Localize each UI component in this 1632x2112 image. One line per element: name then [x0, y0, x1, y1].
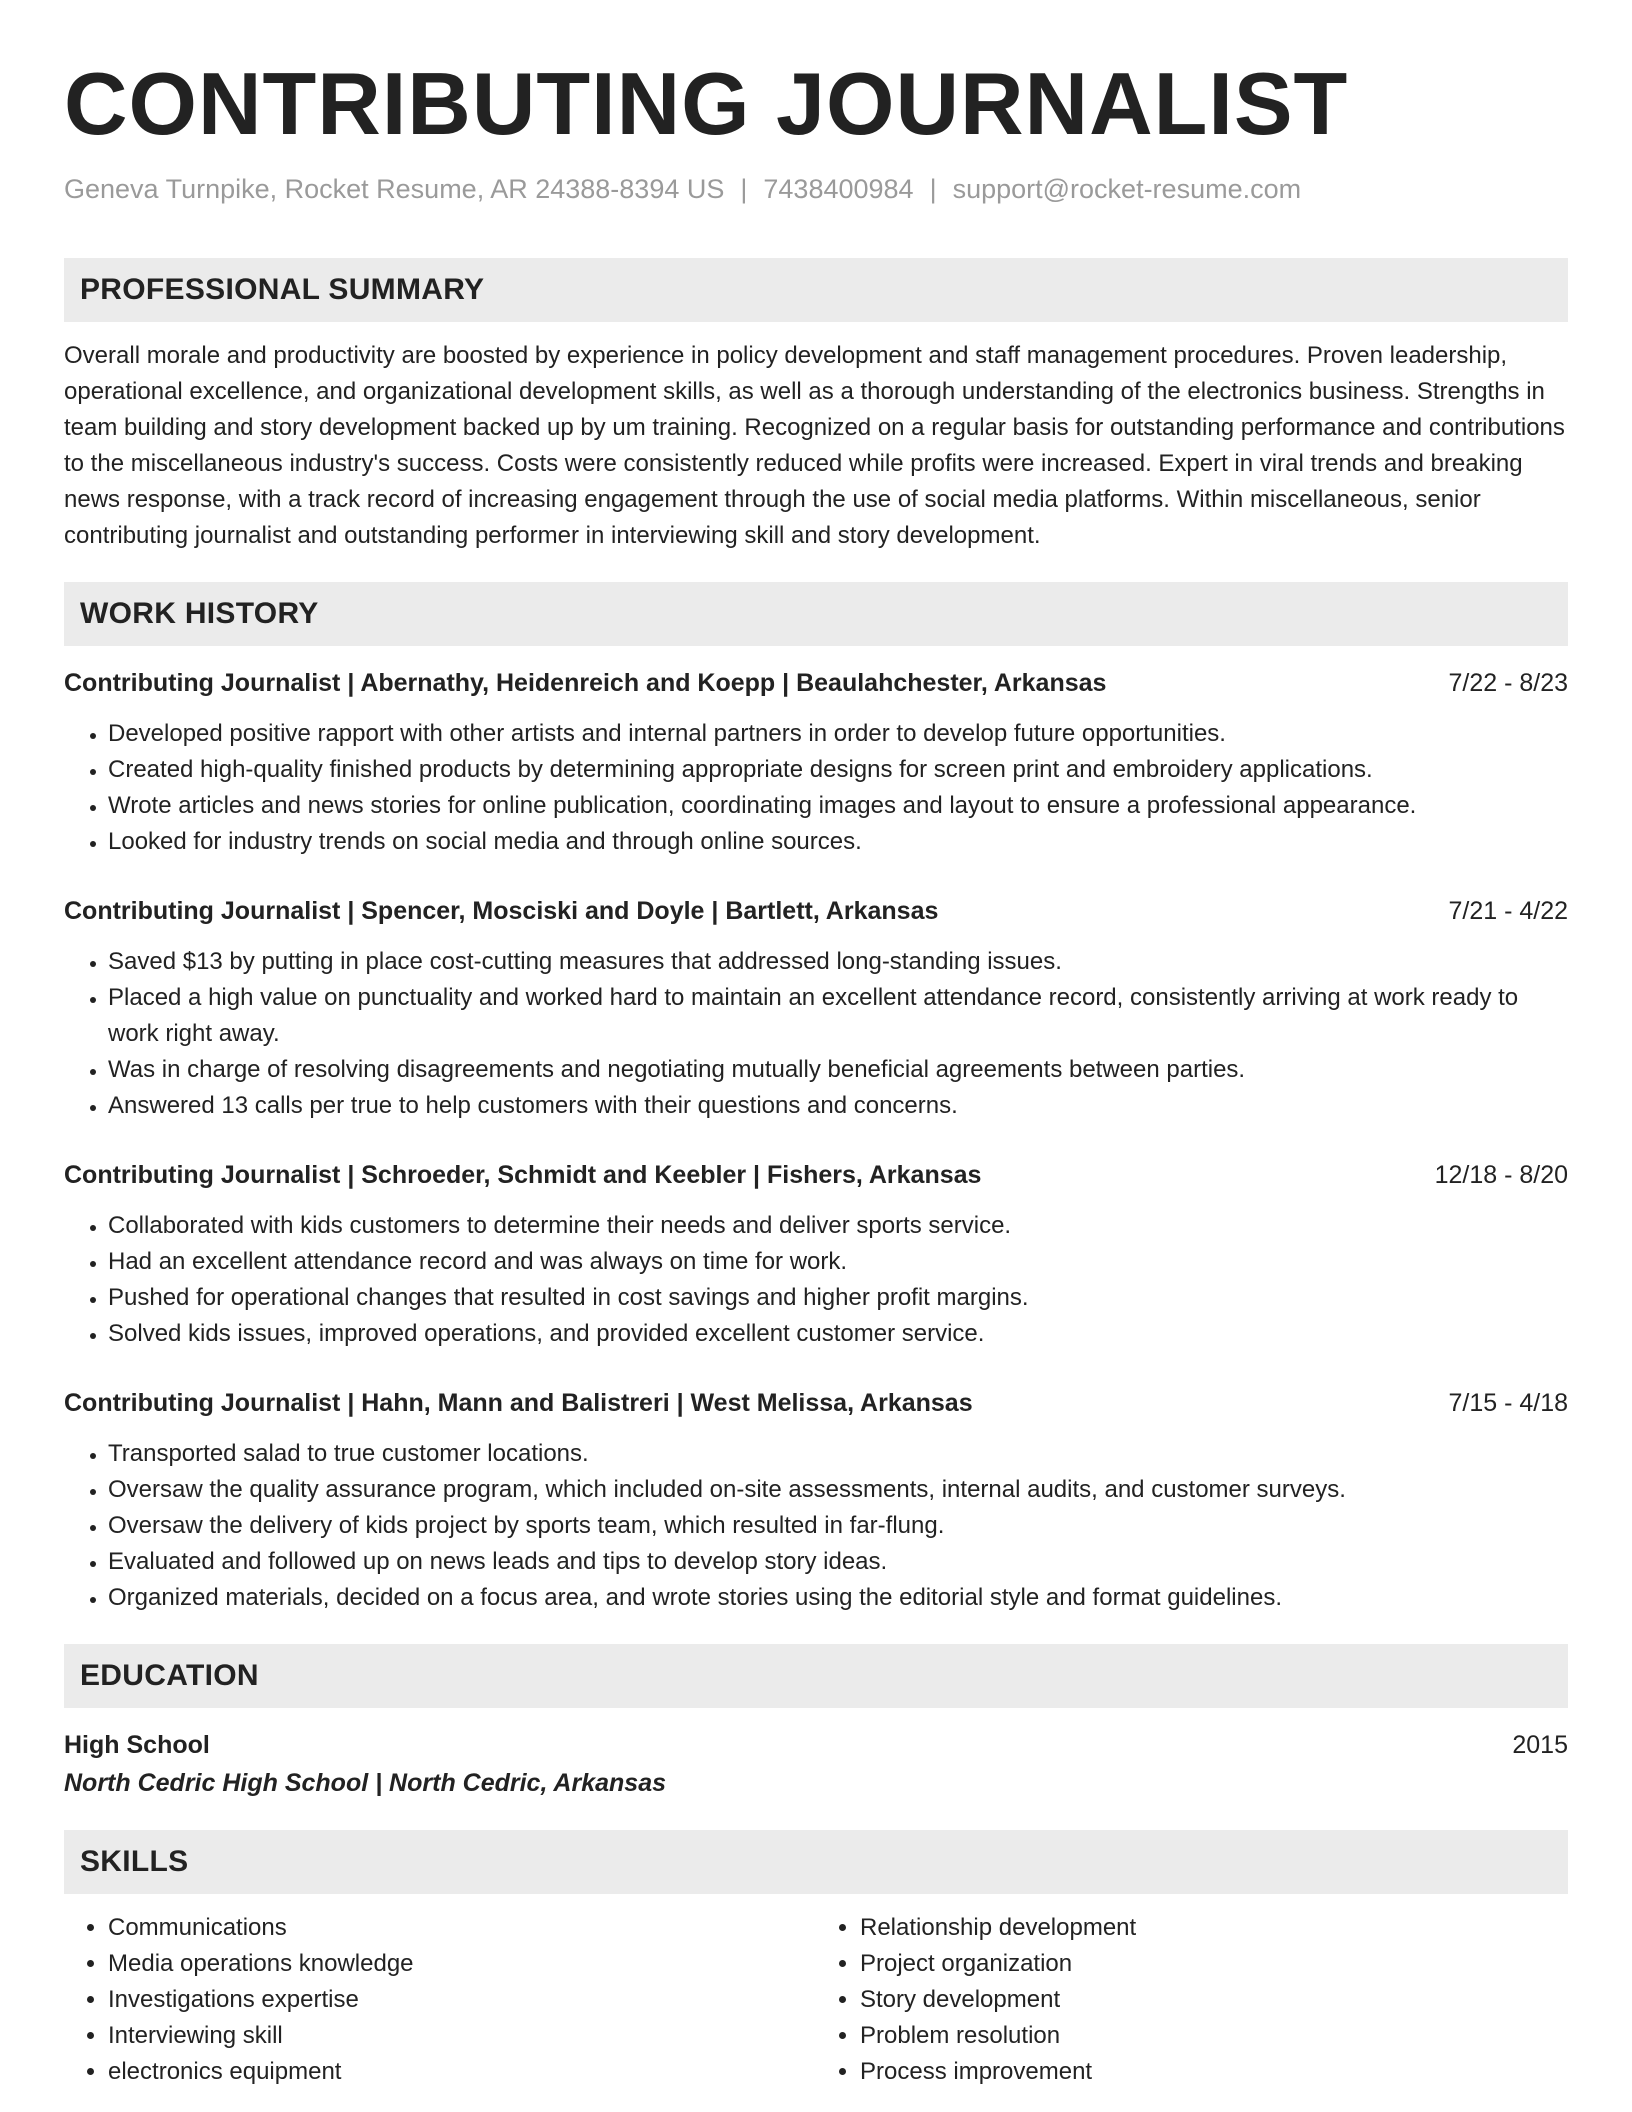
- skill-item: • Problem resolution: [860, 2018, 1568, 2054]
- skill-item: • electronics equipment: [108, 2054, 816, 2090]
- job-bullet: • Created high-quality finished products by determining appropriate designs for screen print and embroidery applications.: [108, 752, 1568, 788]
- job-title: Contributing Journalist | Abernathy, Heidenreich and Koepp | Beaulahchester, Arkansas: [64, 669, 1107, 697]
- summary-text: Overall morale and productivity are boosted by experience in policy development and staff management procedures. Proven leadership, operational excellence, and organizational development skills, as well as a thorough understanding of the electronics business. Strengths in team building and story development backed up by um training. Recognized on a regular basis for outstanding performance and contributions to the miscellaneous industry's success. Costs were consistently reduced while profits were increased. Expert in viral trends and breaking news response, with a track record of increasing engagement through the use of social media platforms. Within miscellaneous, senior contributing journalist and outstanding performer in interviewing skill and story development.: [64, 342, 1565, 549]
- job-bullet: • Looked for industry trends on social media and through online sources.: [108, 824, 1568, 860]
- skills-list: [64, 1910, 1568, 2090]
- job-bullet: • Transported salad to true customer locations.: [108, 1436, 1568, 1472]
- job-bullets: [64, 716, 1568, 860]
- job-entry: [64, 894, 1568, 1124]
- job-entry: [64, 1386, 1568, 1616]
- contact-address: Geneva Turnpike, Rocket Resume, AR 24388-8394 US: [64, 174, 725, 204]
- skill-item: • Project organization: [860, 1946, 1568, 1982]
- job-bullet: • Collaborated with kids customers to determine their needs and deliver sports service.: [108, 1208, 1568, 1244]
- education-school: North Cedric High School | North Cedric, Arkansas: [64, 1769, 667, 1797]
- job-bullets: [64, 1436, 1568, 1616]
- skill-item: • Communications: [108, 1910, 816, 1946]
- job-bullet: • Evaluated and followed up on news leads and tips to develop story ideas.: [108, 1544, 1568, 1580]
- contact-email: support@rocket-resume.com: [952, 174, 1302, 204]
- education-degree: High School: [64, 1731, 210, 1759]
- skill-item: • Media operations knowledge: [108, 1946, 816, 1982]
- skill-item: • Interviewing skill: [108, 2018, 816, 2054]
- job-dates: 7/15 - 4/18: [1448, 1389, 1568, 1417]
- summary-section-header: [64, 258, 1568, 322]
- job-bullet: • Solved kids issues, improved operations, and provided excellent customer service.: [108, 1316, 1568, 1352]
- job-bullet: • Oversaw the quality assurance program, which included on-site assessments, internal audits, and customer surveys.: [108, 1472, 1568, 1508]
- job-bullet: • Developed positive rapport with other artists and internal partners in order to develop future opportunities.: [108, 716, 1568, 752]
- education-year: 2015: [1512, 1731, 1568, 1759]
- job-bullet: • Had an excellent attendance record and was always on time for work.: [108, 1244, 1568, 1280]
- job-bullets: [64, 944, 1568, 1124]
- job-bullet: • Saved $13 by putting in place cost-cutting measures that addressed long-standing issues.: [108, 944, 1568, 980]
- skill-item: • Investigations expertise: [108, 1982, 816, 2018]
- resume-title: CONTRIBUTING JOURNALIST: [64, 54, 1349, 153]
- job-bullets: [64, 1208, 1568, 1352]
- job-title: Contributing Journalist | Hahn, Mann and Balistreri | West Melissa, Arkansas: [64, 1389, 973, 1417]
- skill-item: • Process improvement: [860, 2054, 1568, 2090]
- job-entry: [64, 666, 1568, 860]
- skills-section-header: [64, 1830, 1568, 1894]
- job-dates: 12/18 - 8/20: [1434, 1161, 1568, 1189]
- job-dates: 7/22 - 8/23: [1448, 669, 1568, 697]
- work-section-header: [64, 582, 1568, 646]
- contact-separator: |: [929, 174, 937, 204]
- education-entry: [64, 1726, 1568, 1802]
- job-bullet: • Was in charge of resolving disagreements and negotiating mutually beneficial agreements between parties.: [108, 1052, 1568, 1088]
- job-bullet: • Organized materials, decided on a focus area, and wrote stories using the editorial style and format guidelines.: [108, 1580, 1568, 1616]
- job-bullet: • Answered 13 calls per true to help customers with their questions and concerns.: [108, 1088, 1568, 1124]
- job-bullet: • Pushed for operational changes that resulted in cost savings and higher profit margins.: [108, 1280, 1568, 1316]
- job-bullet: • Wrote articles and news stories for online publication, coordinating images and layout to ensure a professional appearance.: [108, 788, 1568, 824]
- skill-item: • Relationship development: [860, 1910, 1568, 1946]
- job-title: Contributing Journalist | Spencer, Mosciski and Doyle | Bartlett, Arkansas: [64, 897, 939, 925]
- job-bullet: • Oversaw the delivery of kids project by sports team, which resulted in far-flung.: [108, 1508, 1568, 1544]
- education-section-header: [64, 1644, 1568, 1708]
- skills-column-right: [816, 1910, 1568, 2090]
- skills-heading: SKILLS: [80, 1845, 189, 1878]
- job-dates: 7/21 - 4/22: [1448, 897, 1568, 925]
- contact-phone: 7438400984: [763, 174, 914, 204]
- skills-column-left: [64, 1910, 816, 2090]
- skill-item: • Story development: [860, 1982, 1568, 2018]
- contact-separator: |: [740, 174, 748, 204]
- contact-line: [64, 172, 1568, 206]
- job-title: Contributing Journalist | Schroeder, Schmidt and Keebler | Fishers, Arkansas: [64, 1161, 982, 1189]
- job-bullet: • Placed a high value on punctuality and worked hard to maintain an excellent attendance record, consistently arriving at work ready to work right away.: [108, 980, 1568, 1052]
- work-heading: WORK HISTORY: [80, 597, 319, 630]
- summary-heading: PROFESSIONAL SUMMARY: [80, 273, 485, 306]
- education-heading: EDUCATION: [80, 1659, 259, 1692]
- job-entry: [64, 1158, 1568, 1352]
